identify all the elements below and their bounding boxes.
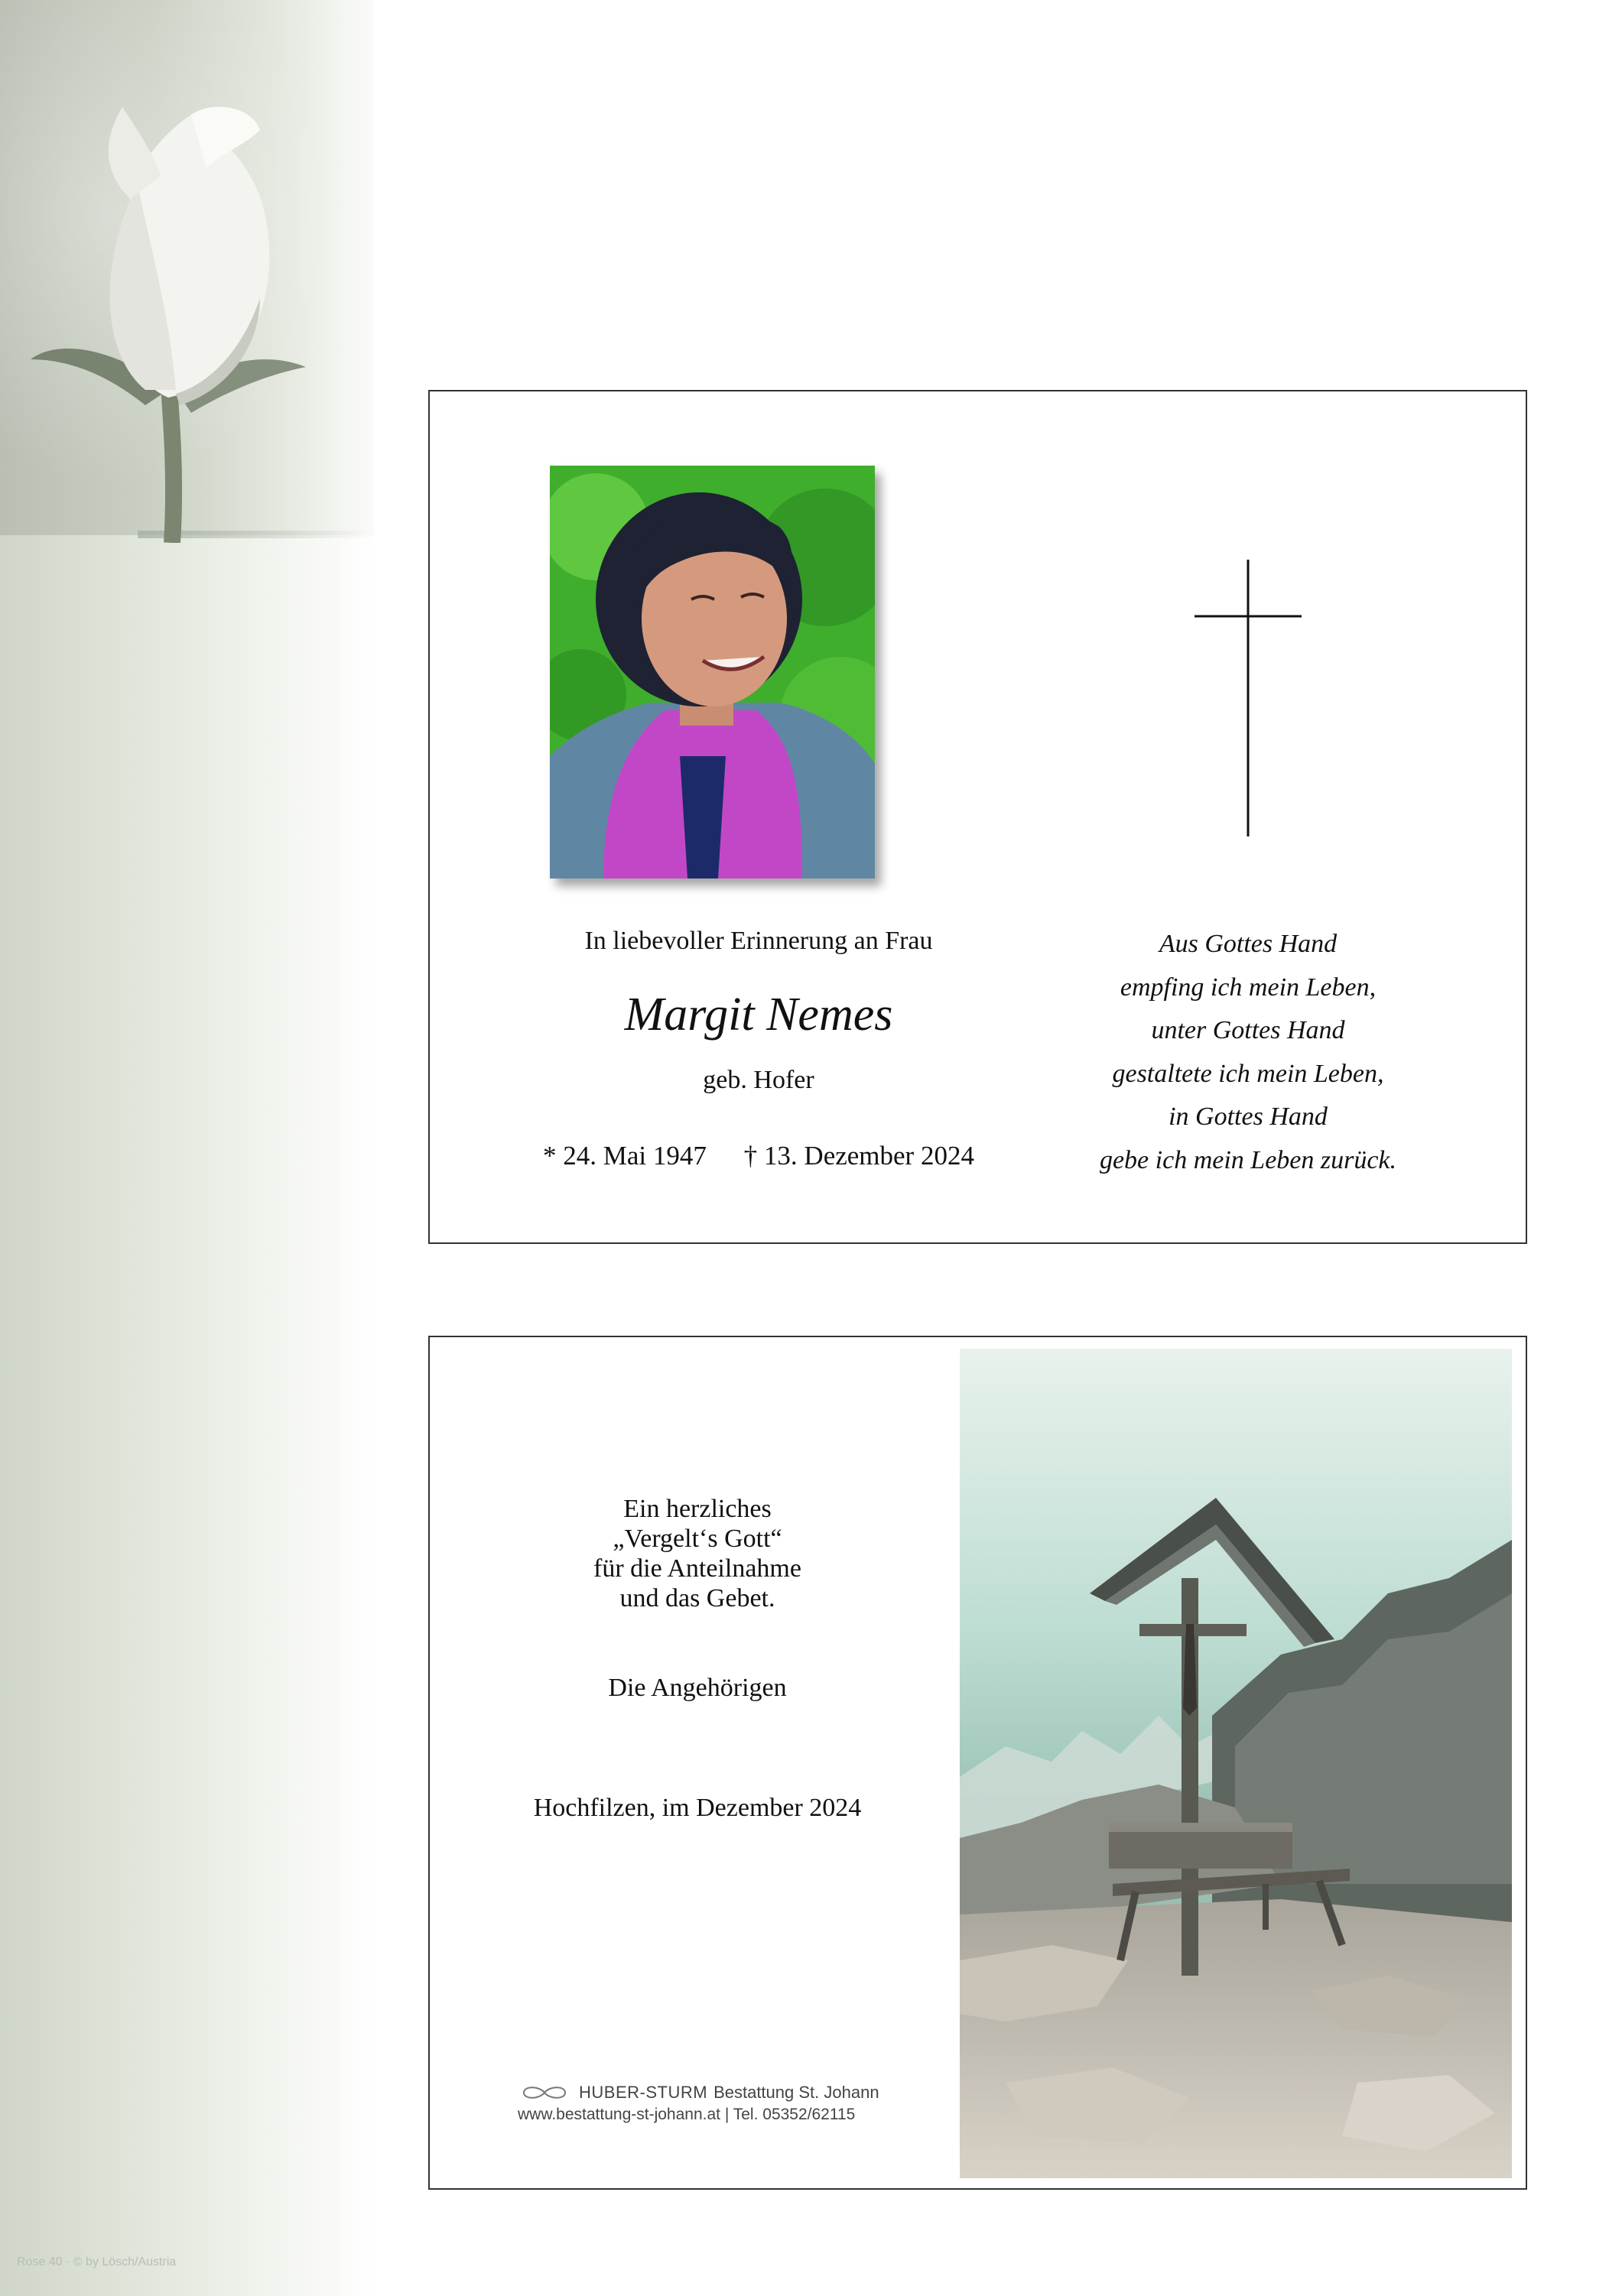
memorial-card-back [428, 1336, 1527, 2190]
maiden-name: geb. Hofer [703, 1066, 814, 1094]
poem-line: empfing ich mein Leben, [1120, 973, 1377, 1002]
mountain-cross-illustration [960, 1349, 1512, 2178]
funeral-home-brand: HUBER-STURM [579, 2083, 708, 2102]
cross-icon [1195, 560, 1302, 836]
white-rose-illustration [15, 84, 336, 543]
portrait-illustration [550, 466, 875, 878]
memorial-card-front [428, 390, 1527, 1244]
place-date: Hochfilzen, im Dezember 2024 [533, 1794, 862, 1822]
funeral-home-subtitle: Bestattung St. Johann [713, 2083, 879, 2102]
relatives-signature: Die Angehörigen [608, 1674, 787, 1702]
funeral-home-website[interactable]: www.bestattung-st-johann.at [518, 2106, 720, 2123]
mountain-cross-photo [960, 1349, 1512, 2178]
poem-line: in Gottes Hand [1169, 1103, 1328, 1131]
thanks-line: Ein herzliches [623, 1495, 772, 1523]
funeral-home-phone: Tel. 05352/62115 [733, 2106, 856, 2123]
poem-line: gestaltete ich mein Leben, [1112, 1059, 1384, 1088]
poem [1042, 923, 1455, 1182]
infinity-logo-icon [518, 2083, 571, 2103]
image-credit: Rose 40 · © by Lösch/Austria [17, 2255, 177, 2268]
birth-date: * 24. Mai 1947 [543, 1141, 707, 1171]
death-date: † 13. Dezember 2024 [743, 1141, 974, 1171]
poem-line: Aus Gottes Hand [1159, 930, 1338, 958]
deceased-name: Margit Nemes [624, 989, 893, 1041]
funeral-home-footer [518, 2083, 879, 2124]
poem-line: unter Gottes Hand [1151, 1016, 1345, 1044]
thanks-text [499, 1494, 896, 1613]
thanks-line: „Vergelt‘s Gott“ [613, 1525, 782, 1553]
poem-line: gebe ich mein Leben zurück. [1099, 1145, 1397, 1174]
thanks-line: für die Anteilnahme [593, 1554, 801, 1583]
footer-separator: | [724, 2106, 733, 2123]
memory-line: In liebevoller Erinnerung an Frau [584, 927, 933, 955]
portrait-photo [550, 466, 875, 878]
thanks-line: und das Gebet. [619, 1584, 775, 1612]
life-dates [445, 1141, 1072, 1171]
